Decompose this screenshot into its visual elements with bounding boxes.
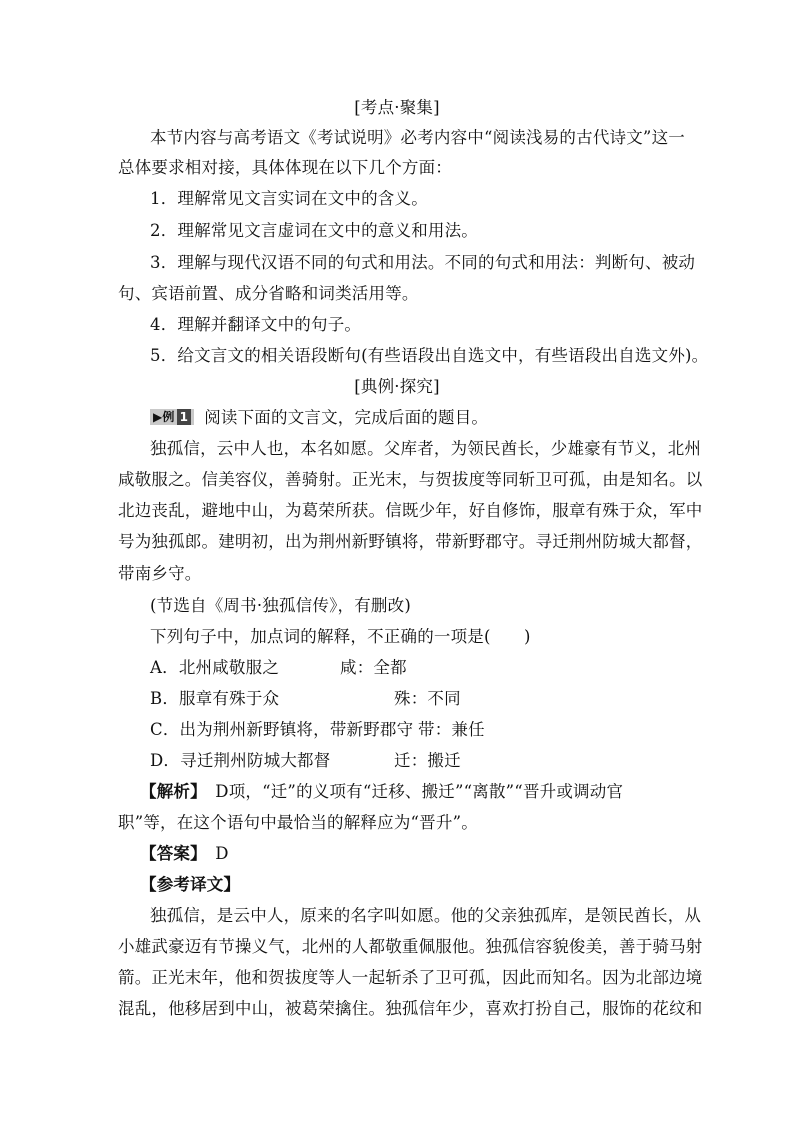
- translation-line-3: 箭。正光末年，他和贺拔度等人一起斩杀了卫可孤，因此而知名。因为北部边境: [118, 968, 703, 987]
- translation-label: 【参考译文】: [140, 875, 241, 894]
- option-b-sentence: B．服章有殊于众: [150, 689, 280, 708]
- analysis-line-1: [140, 780, 623, 804]
- example-badge: ▶例 1: [150, 409, 194, 425]
- requirement-item-3-cont: 句、宾语前置、成分省略和词类活用等。: [118, 284, 419, 303]
- option-a-gloss: 咸：全都: [340, 658, 407, 677]
- analysis-label: 【解析】: [140, 782, 199, 801]
- requirement-item-3: 3．理解与现代汉语不同的句式和用法。不同的句式和用法：判断句、被动: [150, 253, 696, 272]
- option-d-gloss: 迁：搬迁: [394, 751, 461, 770]
- answer-value: D: [215, 844, 229, 863]
- analysis-text-1: D项，“迁”的义项有“迁移、搬迁”“离散”“晋升或调动官: [215, 782, 624, 801]
- option-c-sentence: C．出为荆州新野镇将，带新野郡守: [150, 720, 414, 739]
- intro-line-1: 本节内容与高考语文《考试说明》必考内容中“阅读浅易的古代诗文”这一: [150, 128, 685, 147]
- example-instruction: 阅读下面的文言文，完成后面的题目。: [204, 408, 489, 427]
- option-b-gloss: 殊：不同: [394, 689, 461, 708]
- question-stem: 下列句子中，加点词的解释，不正确的一项是( ): [150, 627, 531, 646]
- option-a: [150, 656, 407, 680]
- passage-line-4: 号为独孤郎。建明初，出为荆州新野镇将，带新野郡守。寻迁荆州防城大都督，: [118, 532, 703, 551]
- option-d: [150, 749, 461, 773]
- option-d-sentence: D．寻迁荆州防城大都督: [150, 751, 331, 770]
- translation-line-1: 独孤信，是云中人，原来的名字叫如愿。他的父亲独孤库，是领民酋长，从: [150, 906, 702, 925]
- section-heading-kaodian: [考点·聚集]: [354, 98, 440, 117]
- passage-line-5: 带南乡守。: [118, 564, 202, 583]
- option-a-sentence: A．北州咸敬服之: [150, 658, 280, 677]
- requirement-item-1: 1．理解常见文言实词在文中的含义。: [150, 189, 428, 208]
- section-heading-dianli: [典例·探究]: [354, 377, 440, 396]
- requirement-item-5: 5．给文言文的相关语段断句(有些语段出自选文中，有些语段出自选文外)。: [150, 346, 709, 365]
- passage-line-2: 咸敬服之。信美容仪，善骑射。正光末，与贺拔度等同斩卫可孤，由是知名。以: [118, 470, 703, 489]
- passage-source: (节选自《周书·独孤信传》，有删改): [150, 596, 411, 615]
- option-c: [150, 718, 485, 742]
- requirement-item-4: 4．理解并翻译文中的句子。: [150, 315, 362, 334]
- passage-line-1: 独孤信，云中人也，本名如愿。父库者，为领民酋长，少雄豪有节义，北州: [150, 439, 702, 458]
- option-c-gloss: 带：兼任: [418, 720, 485, 739]
- example-number: 1: [177, 409, 192, 425]
- answer-line: [140, 842, 229, 866]
- intro-line-2: 总体要求相对接，具体体现在以下几个方面：: [118, 158, 452, 177]
- analysis-line-2: 职”等，在这个语句中最恰当的解释应为“晋升”。: [118, 813, 478, 832]
- requirement-item-2: 2．理解常见文言虚词在文中的意义和用法。: [150, 221, 478, 240]
- option-b: [150, 687, 461, 711]
- example-instruction-row: [150, 406, 488, 430]
- passage-line-3: 北边丧乱，避地中山，为葛荣所获。信既少年，好自修饰，服章有殊于众，军中: [118, 501, 703, 520]
- answer-label: 【答案】: [140, 844, 199, 863]
- translation-line-2: 小雄武豪迈有节操义气，北州的人都敬重佩服他。独孤信容貌俊美，善于骑马射: [118, 937, 703, 956]
- translation-line-4: 混乱，他移居到中山，被葛荣擒住。独孤信年少，喜欢打扮自己，服饰的花纹和: [118, 999, 703, 1018]
